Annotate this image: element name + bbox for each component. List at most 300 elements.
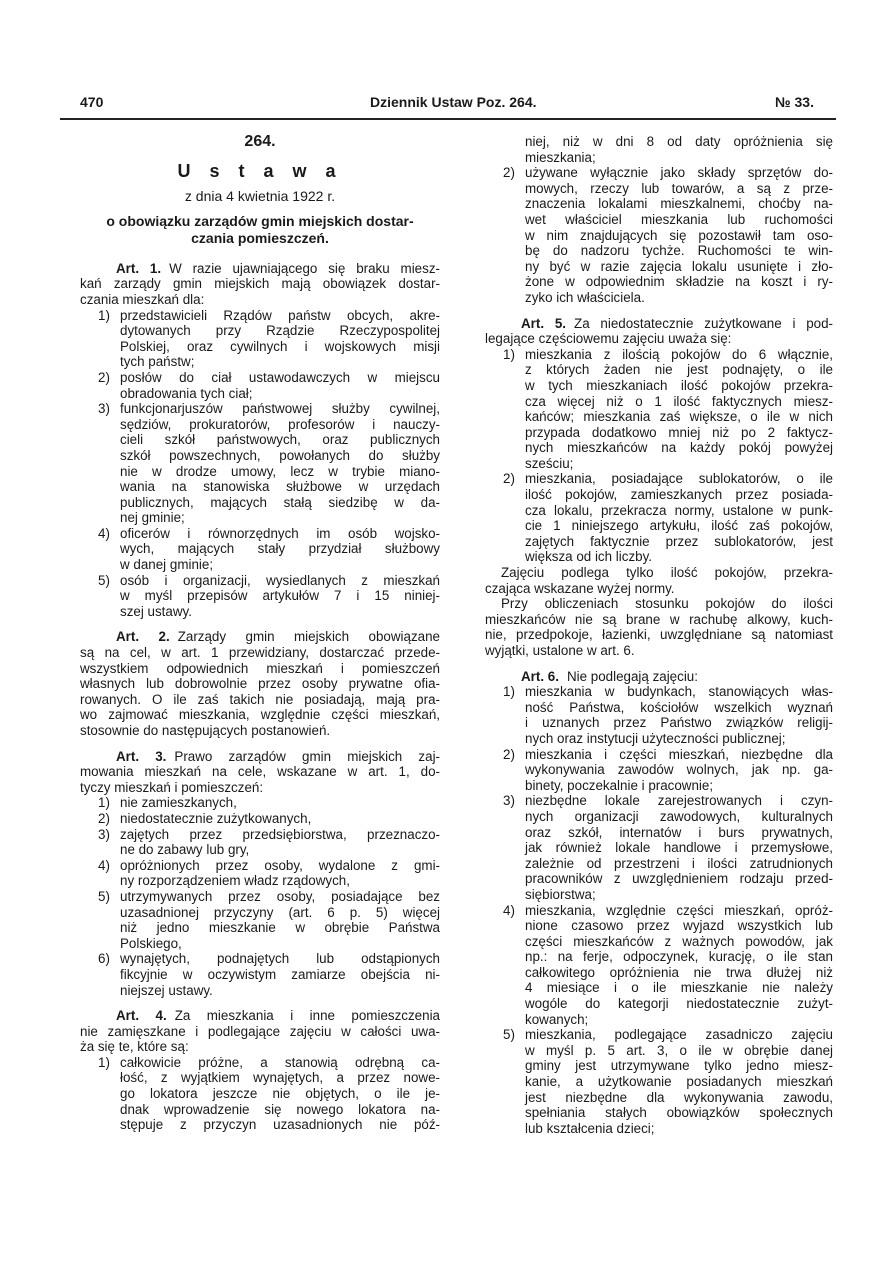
line-text: żone w odpowiednim składzie na koszt i ry-: [525, 274, 833, 290]
list-item: [80, 308, 440, 370]
line-text: mieszkania, posiadające sublokatorów, o ile: [525, 471, 833, 487]
text-line: [525, 871, 833, 887]
text-line: [120, 827, 440, 843]
line-text: sędziów, prokuratorów, profesorów i nauczy-: [120, 416, 440, 432]
line-text: utrzymywanych przez osoby, posiadające bez: [120, 888, 440, 904]
line-text: funkcjonarjuszów państwowej służby cywilnej,: [120, 401, 440, 417]
line-text: niej, niż w dni 8 od daty opróżnienia się: [525, 134, 833, 149]
text-line: [120, 1070, 440, 1086]
line-text: mieszkania i części mieszkań, niezbędne dla: [525, 746, 833, 762]
list-item: [80, 811, 440, 827]
right-column: [485, 134, 833, 1136]
text-line: [525, 134, 833, 150]
text-line: [120, 541, 440, 557]
text-line: [525, 503, 833, 519]
text-line: [525, 684, 833, 700]
text-line: [525, 996, 833, 1012]
text-line: [120, 339, 440, 355]
text-line: [485, 669, 833, 685]
item-number: 6): [98, 951, 110, 967]
list-item: [80, 401, 440, 526]
text-line: [525, 747, 833, 763]
text-line: [120, 811, 440, 827]
article-label: Art. 5.: [521, 315, 567, 331]
list-item: [80, 370, 440, 401]
article-label: Art. 1.: [116, 260, 162, 276]
text-line: [485, 581, 833, 597]
line-text: nie, przedpokoje, łazienki, uwzględniane są natomiast: [485, 627, 833, 643]
text-line: [525, 700, 833, 716]
text-line: [525, 196, 833, 212]
list-item: [485, 903, 833, 1028]
line-text: jest niezbędne dla wykonywania zawodu,: [525, 1089, 833, 1105]
text-line: [120, 323, 440, 339]
line-text: Zajęciu podlega tylko ilość pokojów, przekra-: [501, 565, 833, 581]
line-text: zyko ich właściciela.: [525, 289, 645, 305]
text-line: [525, 243, 833, 259]
text-line: [525, 731, 833, 747]
text-line: [120, 464, 440, 480]
text-line: [120, 401, 440, 417]
line-text: ilość pokojów, zamieszkanych przez posiada-: [525, 487, 833, 503]
line-text: go lokatora jeszcze nie objętych, o ile je-: [120, 1086, 440, 1102]
line-text: Nie podlegają zajęciu:: [566, 668, 698, 684]
text-line: [525, 762, 833, 778]
text-line: [120, 858, 440, 874]
item-number: 2): [98, 369, 110, 385]
text-line: [525, 1090, 833, 1106]
text-line: [525, 1105, 833, 1121]
item-number: 5): [98, 572, 110, 588]
line-text: nie zamięszkane i podlegające zajęciu w całości uwa-: [80, 1023, 440, 1039]
text-line: [120, 386, 440, 402]
line-text: całkowitego opróżnienia nie trwa dłużej niż: [525, 964, 833, 980]
line-text: wynajętych, podnajętych lub odstąpionych: [120, 951, 440, 967]
text-line: [120, 1102, 440, 1118]
line-text: mieszkańców nie są brane w rachubę alkowy, kuch-: [485, 611, 833, 627]
text-line: [525, 534, 833, 550]
line-text: ny być w razie zajęcia lokalu usunięte i zło-: [525, 258, 833, 274]
item-number: 2): [98, 810, 110, 826]
list-item: [80, 795, 440, 811]
line-text: cza więcej niż o 1 ilość faktycznych miesz-: [525, 393, 833, 409]
list-item: [80, 827, 440, 858]
line-text: siębiorstwa;: [525, 886, 596, 902]
text-line: [120, 967, 440, 983]
text-line: [525, 1074, 833, 1090]
item-number: 4): [98, 857, 110, 873]
list-item-continued: [485, 134, 833, 165]
item-number: 2): [503, 471, 515, 487]
line-text: nych mieszkańców na każdy pokój powyżej: [525, 440, 833, 456]
line-text: Polskiej, oraz cywilnych i wojskowych misji: [120, 338, 440, 354]
line-text: mowych, rzeczy lub towarów, a są z prze-: [525, 180, 833, 196]
line-text: i uznanych przez Państwo związków religij-: [525, 715, 833, 731]
text-line: [525, 471, 833, 487]
line-text: wania na stanowiska służbowe w urzędach: [120, 479, 440, 495]
article: [80, 261, 440, 308]
line-text: niedostatecznie zużytkowanych,: [120, 810, 312, 826]
text-line: [525, 150, 833, 166]
line-text: nie w drodze umowy, lecz w trybie miano-: [120, 463, 440, 479]
text-line: [120, 432, 440, 448]
line-text: czania pomieszczeń.: [191, 229, 329, 246]
text-line: [80, 676, 440, 692]
line-text: niejszej ustawy.: [120, 982, 213, 998]
text-line: [120, 308, 440, 324]
line-text: zajętych przez przedsiębiorstwa, przeznaczo-: [120, 826, 440, 842]
line-text: posłów do ciał ustawodawczych w miejscu: [120, 369, 440, 385]
text-line: [120, 795, 440, 811]
line-text: tyczy mieszkań i pomieszczeń:: [80, 779, 264, 795]
article: [485, 316, 833, 347]
text-line: [120, 951, 440, 967]
line-text: oficerów i równorzędnych im osób wojsko-: [120, 525, 440, 541]
line-text: czania mieszkań dla:: [80, 291, 205, 307]
text-line: [80, 645, 440, 661]
line-text: kańców; mieszkania zaś większe, o ile w nich: [525, 409, 833, 425]
text-line: [120, 370, 440, 386]
text-line: [120, 604, 440, 620]
line-text: ne do zabawy lub gry,: [120, 842, 250, 858]
line-text: kań zarządy gmin miejskich mają obowiązek dostar-: [80, 276, 440, 292]
item-number: 1): [98, 795, 110, 811]
line-text: własnych lub dobrowolnie przez osoby prywatne ofia-: [80, 676, 440, 692]
line-text: czająca wskazane wyżej normy.: [485, 580, 675, 596]
line-text: o obowiązku zarządów gmin miejskich dostar-: [106, 212, 414, 229]
line-text: stępuje z przyczyn uzasadnionych nie póź-: [120, 1117, 440, 1133]
text-line: [80, 780, 440, 796]
act-date: z dnia 4 kwietnia 1922 r.: [184, 188, 336, 205]
item-number: 5): [503, 1027, 515, 1043]
text-line: [80, 707, 440, 723]
text-line: [120, 920, 440, 936]
text-line: [80, 213, 440, 230]
line-text: publicznych, mających stałą siedzibę w da-: [120, 494, 440, 510]
line-text: Za niedostatecznie zużytkowane i pod-: [574, 315, 833, 331]
line-text: łość, z wyjątkiem wynajętych, a przez nowe-: [120, 1070, 440, 1086]
line-text: rowanych. O ile zaś takich nie posiadają, mają pra-: [80, 691, 440, 707]
text-line: [80, 276, 440, 292]
text-line: [485, 331, 833, 347]
line-text: oraz szkół, internatów i burs prywatnych,: [525, 824, 833, 840]
text-line: [525, 934, 833, 950]
text-line: [485, 643, 833, 659]
text-line: [525, 887, 833, 903]
list-item: [485, 793, 833, 902]
line-text: Prawo zarządów gmin miejskich zaj-: [174, 748, 441, 764]
text-line: [80, 692, 440, 708]
text-line: [80, 261, 440, 277]
text-line: [80, 1039, 440, 1055]
line-text: nione czasowo przez wyjazd wszystkich lub: [525, 918, 833, 934]
text-line: [525, 487, 833, 503]
line-text: W razie ujawniającego się braku miesz-: [169, 260, 440, 276]
text-line: [525, 347, 833, 363]
act-title: U s t a w a: [177, 160, 343, 181]
text-line: [525, 1012, 833, 1028]
line-text: spełniania stałych obowiązków społecznych: [525, 1105, 833, 1121]
line-text: cza lokalu, przekracza normy, ustalone w punk-: [525, 502, 833, 518]
text-line: [525, 362, 833, 378]
page-number: 470: [80, 94, 104, 110]
text-line: [485, 596, 833, 612]
text-line: [525, 165, 833, 181]
text-line: [525, 715, 833, 731]
list-item: [485, 1027, 833, 1136]
item-number: 1): [503, 346, 515, 362]
text-line: [525, 440, 833, 456]
text-line: [120, 417, 440, 433]
text-line: [80, 629, 440, 645]
line-text: kanie, a użytkowanie posiadanych mieszkań: [525, 1074, 833, 1090]
line-text: wykonywania zawodów wolnych, jak np. ga-: [525, 762, 833, 778]
item-number: 5): [98, 888, 110, 904]
list-item: [485, 165, 833, 305]
journal-title: Dziennik Ustaw Poz. 264.: [370, 94, 537, 110]
article-label: Art. 6.: [521, 668, 559, 684]
text-line: [120, 1086, 440, 1102]
issue-number: № 33.: [775, 94, 814, 110]
text-line: [525, 1027, 833, 1043]
paragraph: [485, 596, 833, 658]
text-line: [120, 588, 440, 604]
text-line: [525, 793, 833, 809]
text-line: [525, 212, 833, 228]
line-text: lub kształcenia dzieci;: [525, 1120, 655, 1136]
line-text: Za mieszkania i inne pomieszczenia: [174, 1008, 440, 1024]
line-text: np.: na ferje, odpoczynek, kurację, o ile stan: [525, 949, 833, 965]
line-text: Zarządy gmin miejskich obowiązane: [177, 629, 440, 645]
line-text: obradowania tych ciał;: [120, 385, 253, 401]
text-line: [120, 354, 440, 370]
article-label: Art. 4.: [116, 1008, 167, 1024]
text-line: [525, 228, 833, 244]
list-item: [80, 951, 440, 998]
article-label: Art. 2.: [116, 629, 170, 645]
list-item: [485, 684, 833, 746]
list-item: [485, 747, 833, 794]
line-text: cie 1 niniejszego artykułu, ilość zaś pokojów,: [525, 518, 833, 534]
item-number: 3): [98, 826, 110, 842]
line-text: ża się te, które są:: [80, 1039, 189, 1055]
text-line: [120, 448, 440, 464]
list-item: [80, 889, 440, 951]
line-text: mieszkania, względnie części mieszkań, opróż-: [525, 902, 833, 918]
line-text: wyjątki, ustalone w art. 6.: [485, 643, 635, 658]
line-text: nych oraz instytucji użyteczności publicznej;: [525, 730, 786, 746]
line-text: legające częściowemu zajęciu uważa się:: [485, 331, 732, 347]
text-line: [120, 889, 440, 905]
line-text: mowania mieszkań na cele, wskazane w art. 1, do-: [80, 764, 440, 780]
list-item: [80, 573, 440, 620]
line-text: bę do nadzoru tychże. Ruchomości te win-: [525, 243, 833, 259]
act-number: 264.: [244, 133, 276, 150]
line-text: niż jedno mieszkanie w obrębie Państwa: [120, 920, 440, 936]
line-text: z których żaden nie jest podnajęty, o ile: [525, 362, 833, 378]
line-text: nej gminie;: [120, 510, 185, 526]
line-text: 4 miesiące i o ile mieszkanie nie należy: [525, 980, 833, 996]
text-line: [525, 949, 833, 965]
text-line: [485, 612, 833, 628]
line-text: mieszkania;: [525, 149, 596, 165]
text-line: [525, 965, 833, 981]
list-item: [80, 858, 440, 889]
line-text: wogóle do kategorji niedostatecznie zużyt-: [525, 996, 833, 1012]
line-text: niezbędne lokale zarejestrowanych i czyn-: [525, 793, 833, 809]
text-line: [120, 573, 440, 589]
list-item: [80, 526, 440, 573]
text-line: [120, 936, 440, 952]
line-text: wet właściciel mieszkania lub ruchomości: [525, 211, 833, 227]
text-line: [120, 510, 440, 526]
item-number: 3): [98, 401, 110, 417]
line-text: osób i organizacji, wysiedlanych z mieszkań: [120, 572, 440, 588]
item-number: 2): [503, 165, 515, 181]
line-text: fikcyjnie w oczywistym zamiarze obejścia ni-: [120, 966, 440, 982]
list-item: [80, 1055, 440, 1133]
item-number: 1): [98, 307, 110, 323]
line-text: są na cel, w art. 1 przewidziany, dostarczać przede-: [80, 645, 440, 661]
list-item: [485, 347, 833, 472]
line-text: nych organizacji zawodowych, kulturalnych: [525, 808, 833, 824]
text-line: [525, 778, 833, 794]
text-line: [485, 627, 833, 643]
line-text: wo zajmować mieszkania, względnie części mieszkań,: [80, 707, 440, 723]
line-text: w myśl przepisów artykułów 7 i 15 niniej-: [120, 588, 440, 604]
item-number: 1): [98, 1054, 110, 1070]
line-text: uzasadnionej przyczyny (art. 6 p. 5) więcej: [120, 904, 440, 920]
text-line: [485, 565, 833, 581]
text-line: [525, 549, 833, 565]
article: [80, 629, 440, 738]
act-subject: [80, 213, 440, 247]
line-text: mieszkania, podlegające zasadniczo zajęciu: [525, 1027, 833, 1043]
text-line: [80, 764, 440, 780]
line-text: szkół powszechnych, powołanych do służby: [120, 447, 440, 463]
text-line: [120, 1055, 440, 1071]
line-text: pracowników z uwzględnieniem rodzaju przed-: [525, 871, 833, 887]
line-text: nie zamieszkanych,: [120, 795, 237, 811]
text-line: [120, 557, 440, 573]
text-line: [525, 409, 833, 425]
text-line: [80, 749, 440, 765]
item-number: 4): [98, 525, 110, 541]
text-line: [120, 983, 440, 999]
line-text: w danej gminie;: [120, 557, 214, 573]
line-text: dytowanych przy Rządzie Rzeczypospolitej: [120, 323, 440, 339]
line-text: ny rozporządzeniem władz rządowych,: [120, 873, 350, 889]
line-text: tych państw;: [120, 354, 195, 370]
line-text: opróżnionych przez osoby, wydalone z gmi-: [120, 857, 440, 873]
line-text: używane wyłącznie jako składy sprzętów do-: [525, 165, 833, 181]
text-line: [525, 840, 833, 856]
line-text: stosownie do następujących postanowień.: [80, 723, 331, 738]
line-text: szej ustawy.: [120, 603, 192, 619]
text-line: [80, 661, 440, 677]
text-line: [525, 980, 833, 996]
line-text: jak również lokale handlowe i przemysłowe,: [525, 840, 833, 856]
line-text: w myśl p. 5 art. 3, o ile w obrębie danej: [525, 1042, 833, 1058]
line-text: wszystkiem odpowiednich mieszkań i pomieszczeń: [80, 660, 440, 676]
text-line: [120, 842, 440, 858]
item-number: 1): [503, 684, 515, 700]
text-line: [80, 1024, 440, 1040]
text-line: [525, 918, 833, 934]
text-line: [525, 456, 833, 472]
text-line: [80, 292, 440, 308]
text-line: [525, 181, 833, 197]
text-line: [525, 274, 833, 290]
line-text: Przy obliczeniach stosunku pokojów do ilości: [501, 596, 833, 612]
line-text: wych, mających stały przydział służbowy: [120, 541, 440, 557]
text-line: [525, 425, 833, 441]
line-text: Polskiego,: [120, 935, 182, 951]
line-text: przypada dodatkowo mniej niż po 2 faktycz-: [525, 424, 833, 440]
line-text: całkowicie próżne, a stanowią odrębną ca-: [120, 1054, 440, 1070]
left-column: [80, 134, 440, 1133]
line-text: części mieszkańców z ważnych powodów, jak: [525, 933, 833, 949]
text-line: [80, 723, 440, 739]
line-text: sześciu;: [525, 455, 574, 471]
list-item: [485, 471, 833, 565]
paragraph: [485, 565, 833, 596]
article: [80, 1008, 440, 1055]
text-line: [120, 1117, 440, 1133]
article: [80, 749, 440, 796]
text-line: [525, 1121, 833, 1137]
line-text: znaczenia lokalami mieszkalnemi, choćby na-: [525, 196, 833, 212]
text-line: [525, 825, 833, 841]
text-line: [120, 905, 440, 921]
text-line: [525, 259, 833, 275]
line-text: gminy jest utrzymywane tylko jedno miesz-: [525, 1058, 833, 1074]
item-number: 2): [503, 746, 515, 762]
item-number: 3): [503, 793, 515, 809]
text-line: [485, 316, 833, 332]
article: [485, 669, 833, 685]
text-line: [525, 903, 833, 919]
line-text: binety, poczekalnie i pracownie;: [525, 777, 714, 793]
text-line: [525, 1058, 833, 1074]
text-line: [525, 856, 833, 872]
line-text: zajętych faktycznie przez sublokatorów, jest: [525, 533, 833, 549]
text-line: [525, 1043, 833, 1059]
text-line: [525, 809, 833, 825]
line-text: większa od ich liczby.: [525, 549, 653, 565]
line-text: cieli szkół państwowych, oraz publicznych: [120, 432, 440, 448]
text-line: [525, 378, 833, 394]
line-text: ność Państwa, kościołów wszelkich wyznań: [525, 699, 833, 715]
line-text: mieszkania w budynkach, stanowiących włas-: [525, 684, 833, 700]
line-text: zależnie od przestrzeni i ilości zatrudnionych: [525, 855, 833, 871]
line-text: w nim znajdujących się pozostawił tam oso-: [525, 227, 833, 243]
text-line: [525, 394, 833, 410]
text-line: [525, 290, 833, 306]
line-text: przedstawicieli Rządów państw obcych, akre-: [120, 307, 440, 323]
header-rule: [60, 118, 836, 120]
text-line: [120, 526, 440, 542]
line-text: dnak wprowadzenie się nowego lokatora na-: [120, 1101, 440, 1117]
article-label: Art. 3.: [116, 748, 167, 764]
item-number: 4): [503, 902, 515, 918]
text-line: [525, 518, 833, 534]
text-line: [120, 873, 440, 889]
line-text: mieszkania z ilością pokojów do 6 włącznie,: [525, 346, 833, 362]
text-line: [120, 495, 440, 511]
line-text: w tych mieszkaniach ilość pokojów przekra-: [525, 377, 833, 393]
text-line: [120, 479, 440, 495]
